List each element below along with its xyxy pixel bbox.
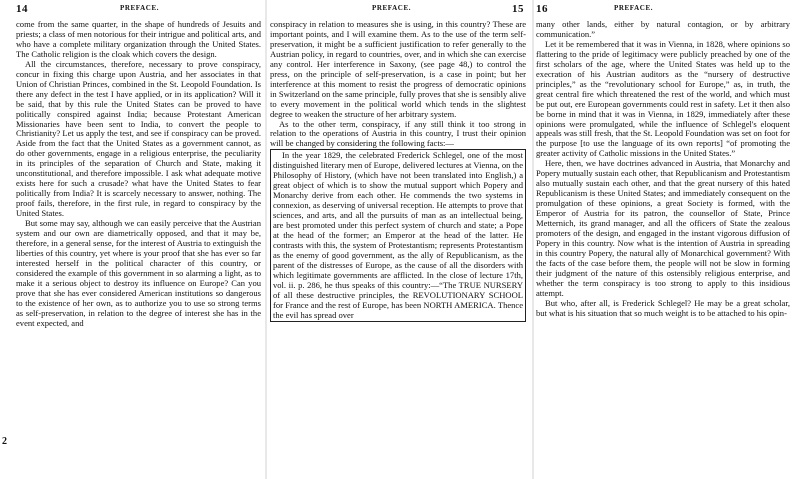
paragraph: But who, after all, is Frederick Schlegel? He may be a great scholar, but what is his situation that so much weight is to be attached to his opin- bbox=[536, 297, 790, 318]
page-gutter bbox=[265, 0, 267, 479]
running-head bbox=[534, 3, 800, 15]
page-body bbox=[536, 20, 790, 477]
paragraph: All the circumstances, therefore, necessary to prove conspiracy, concur in fixing this charge upon Austria, and her associates in that Union of Christian Princes, combined in the St. Leopold Foundation. Is there any defect in the test I have applied, or in its application? Will it be said, that by this rule the United States can be proved to have politically conspired against India; because Protestant American Missionaries have been sent to India, to convert the people to Christianity? Let us apply the test, and see if conspiracy can be proved. Aside from the fact that the United States as a government cannot, as do other governments, engage in a religious enterprise, the peculiarity in its principles of the separation of Church and State, making it unconstitutional, and therefore impossible. I ask what adequate motive exists here for such a crusade? what have the United States to fear politically from India? It is scarcely necessary to answer, nothing. The proof fails, therefore, in the first rule, in regard to conspiracy by the United States. bbox=[16, 58, 261, 219]
running-title: PREFACE. bbox=[614, 4, 654, 12]
running-title: PREFACE. bbox=[120, 4, 160, 12]
paragraph: many other lands, either by natural contagion, or by arbitrary communication.” bbox=[536, 20, 790, 39]
page-number: 16 bbox=[536, 3, 548, 15]
paragraph: Let it be remembered that it was in Vienna, in 1828, where opinions so flattering to the pride of legitimacy were publicly preached by one of the first scholars of the age, where the United States was held up to the execration of his Austrian auditors as the “nursery of destructive principles,” as the “revolutionary school for Europe,” as, in truth, the great central fire which threatened the rest of the world, and which must be put out, ere European governments could rest in safety. Let it then also be borne in mind that it was in Vienna, in 1829, immediately after these opinions were promulgated, while the influence of Schlegel's eloquent appeals was still fresh, that the St. Leopold Foundation was set on foot for the purpose [to use the language of its own reports] “of promoting the greater activity of Catholic missions in the United States.” bbox=[536, 38, 790, 159]
page-number: 15 bbox=[512, 3, 524, 15]
page-number: 14 bbox=[16, 3, 28, 15]
running-title: PREFACE. bbox=[372, 4, 412, 12]
page-body bbox=[16, 20, 261, 477]
page-body bbox=[270, 20, 526, 477]
running-head bbox=[0, 3, 265, 15]
page-14 bbox=[0, 0, 265, 479]
page-16 bbox=[534, 0, 800, 479]
paragraph: conspiracy in relation to measures she is using, in this country? These are important points, and I will examine them. As to the use of the term self-preservation, it might be a sufficient justification to refer generally to the Austrian policy, in regard to countries, over, and in which she can exercise any control. Her interference in Saxony, (see page 48,) to control the press, on the principle of self-preservation, is a case in point; but her interference at this moment to resist the progress of democratic opinions in Switzerland on the same principle, fully proves that she is sensibly alive to every movement in the political world which tends in the slightest degree to weaken the structure of her arbitrary system. bbox=[270, 20, 526, 119]
page-15 bbox=[268, 0, 532, 479]
running-head bbox=[268, 3, 532, 15]
paragraph: Here, then, we have doctrines advanced in Austria, that Monarchy and Popery mutually sustain each other, that Republicanism and Protestantism also mutually sustain each other, and that the great nursery of this hated Republicanism is these United States; and immediately consequent on the promulgation of these opinions, a great Society is formed, with the Emperor of Austria for its patron, the counsellor of State, Prince Metternich, its grand manager, and all the officers of State the zealous promoters of the design, and engaged in the instant vigorous diffusion of Popery in this country. Now what is the intention of Austria in spreading in this country Popery, the natural ally of Monarchical government? With the facts of the case before them, the people will not be slow in forming their judgment of the nature of this ostensibly religious enterprise, and whether the term conspiracy is too strong to apply to this insidious attempt. bbox=[536, 158, 790, 298]
paragraph: come from the same quarter, in the shape of hundreds of Jesuits and priests; a class of men notorious for their intrigue and political arts, and who have a complete military organization through the United States. The Catholic religion is the cloak which covers the design. bbox=[16, 20, 261, 59]
margin-mark: 2 bbox=[2, 436, 7, 447]
paragraph: As to the other term, conspiracy, if any still think it too strong in relation to the operations of Austria in this country, I trust their opinion will be changed by considering the following facts:— bbox=[270, 118, 526, 149]
highlighted-passage: In the year 1829, the celebrated Frederick Schlegel, one of the most distinguished literary men of Europe, delivered lectures at Vienna, on the Philosophy of History, (which have not been translated into English,) a great object of which is to show the mutual support which Popery and Monarchy derive from each other. He commends the two systems in connexion, as deserving of universal reception. He attempts to prove that sciences, and arts, and all the pursuits of man as an intellectual being, are best promoted under this perfect system of church and state; a Pope at the head of the former; an Emperor at the head of the latter. He contrasts with this, the system of Protestantism; represents Protestantism as the enemy of good government, as the ally of Republicanism, as the parent of the distresses of Europe, as the cause of all the disorders with which legitimate governments are afflicted. In the close of lecture 17th, vol. ii. p. 286, he thus speaks of this country:—“The TRUE NURSERY of all these destructive principles, the REVOLUTIONARY SCHOOL for France and the rest of Europe, has been NORTH AMERICA. Thence the evil has spread over bbox=[270, 149, 526, 321]
paragraph: But some may say, although we can easily perceive that the Austrian system and our own are diametrically opposed, and that it may be, therefore, in a general sense, for the interest of Austria to extinguish the liberties of this country, yet where is your proof that she has ever so far interested herself in the political character of this country, or considered the example of this government in so alarming a light, as to make it a serious object to destroy its influence on Europe? Can you prove that she has ever considered American institutions so dangerous to the existence of her own, as to authorize you to use so strong terms as self-preservation, in relation to the degree of interest she has in the event expected, and bbox=[16, 218, 261, 328]
